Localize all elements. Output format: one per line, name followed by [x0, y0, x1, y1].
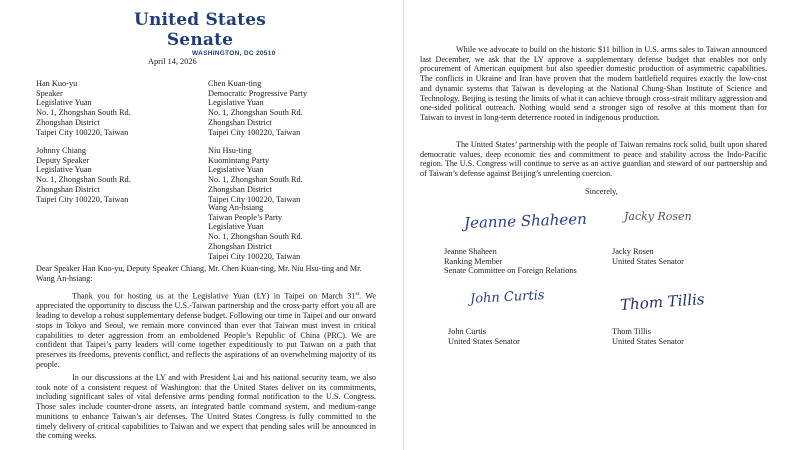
body-paragraph: While we advocate to build on the historic $11 billion in U.S. arms sales to Taiwan announced last December, we ask that the LY approve a supplementary defense budget that enables not only procurement of American equipment but also speedier domestic production of asymmetric capabilities. The conflicts in Ukraine and Iran have proven that the modern battlefield requires exactly the low-cost and dynamic systems that Taiwan is developing at the National Chung-Shan Institute of Science and Technology. Beijing is testing the limits of what it can achieve through cross-strait military aggression and one-sided political outreach. Nothing would send a stronger sign of resolve at this moment than for Taiwan to invest in long-term deterrence rooted in indigenous production.	[420, 45, 767, 122]
body-paragraph: The United States’ partnership with the people of Taiwan remains rock solid, built upon shared democratic values, deep economic ties and commitment to peace and stability across the Indo-Pacific region. The U.S. Congress will continue to serve as an active guardian and steward of our partnership and of Taiwan’s defense against Beijing’s unrelenting coercion.	[420, 140, 767, 179]
address-line: No. 1, Zhongshan South Rd.	[36, 108, 131, 118]
address-line: No. 1, Zhongshan South Rd.	[208, 232, 303, 242]
address-line: Deputy Speaker	[36, 155, 90, 165]
address-line: No. 1, Zhongshan South Rd.	[208, 175, 303, 185]
signature-block	[444, 247, 577, 276]
address-line: Taipei City 100220, Taiwan	[208, 251, 301, 261]
address-line: Zhongshan District	[208, 241, 272, 251]
address-line: Wang An-hsiang	[208, 203, 264, 212]
signer-title: Ranking Member	[444, 256, 503, 266]
address-line: Niu Hsu-ting	[208, 146, 252, 155]
ordinal-suffix: st	[355, 291, 360, 297]
recipient-address	[36, 79, 131, 137]
recipient-address	[208, 203, 303, 261]
signer-name: John Curtis	[448, 327, 487, 336]
signer-name: Thom Tillis	[612, 327, 651, 336]
address-line: Legislative Yuan	[36, 165, 92, 175]
page-divider	[403, 0, 404, 450]
address-line: Johnny Chiang	[36, 146, 87, 155]
address-line: Taipei City 100220, Taiwan	[36, 194, 129, 204]
address-line: Zhongshan District	[36, 184, 100, 194]
address-line: Kuomintang Party	[208, 155, 270, 165]
signature-block	[612, 327, 684, 346]
letter-date: April 14, 2026	[148, 57, 197, 66]
handwritten-signature: Jacky Rosen	[624, 210, 692, 223]
address-line: Zhongshan District	[208, 117, 272, 127]
address-line: No. 1, Zhongshan South Rd.	[36, 175, 131, 185]
address-line: Han Kuo-yu	[36, 79, 78, 88]
address-line: Speaker	[36, 88, 63, 98]
paragraph-text: . We appreciated the opportunity to discuss the U.S.-Taiwan partnership and the cross-party effort you all are leading to develop a robust supplementary defense budget. Following our time in Taipei and our onward stops in Tokyo and Seoul, we remain more convinced than ever that Taiwan must invest in critical capabilities to deter aggression from an emboldened People’s Republic of China (PRC). We are confident that Taipei’s party leaders will come together expeditiously to put Taiwan on a path that preserves its freedoms, prevents conflict, and reflects the aspirations of an overwhelming majority of its people.	[36, 291, 377, 369]
handwritten-signature: John Curtis	[469, 288, 545, 307]
handwritten-signature: Thom Tillis	[619, 290, 706, 314]
closing: Sincerely,	[585, 187, 618, 196]
salutation: Dear Speaker Han Kuo-yu, Deputy Speaker Chiang, Mr. Chen Kuan-ting, Mr. Niu Hsu-ting and Mr. Wang An-hsiang:	[36, 264, 362, 283]
recipient-address	[36, 146, 131, 204]
address-line: Taipei City 100220, Taiwan	[208, 194, 301, 204]
address-line: Legislative Yuan	[36, 98, 92, 108]
address-line: Chen Kuan-ting	[208, 79, 262, 88]
body-paragraph: In our discussions at the LY and with President Lai and his national security team, we also took note of a consistent request of Washington: that the United States deliver on its commitments, including significant sales of vital defensive arms pending formal notification to the U.S. Congress. Those sales include counter-drone assets, an integrated battle command system, and medium-range munitions to enhance Taiwan’s air defenses. The United States Congress is fully committed to the timely delivery of critical capabilities to Taiwan and we expect that pending sales will be announced in the coming weeks.	[36, 373, 376, 441]
signer-title: United States Senator	[612, 336, 684, 346]
letterhead	[100, 10, 300, 57]
address-line: Legislative Yuan	[208, 222, 264, 232]
address-line: Democratic Progressive Party	[208, 88, 308, 98]
letterhead-subtitle: WASHINGTON, DC 20510	[192, 50, 276, 57]
body-paragraph	[36, 290, 376, 369]
signer-name: Jeanne Shaheen	[444, 247, 497, 256]
recipient-address	[208, 79, 307, 137]
signature-block	[448, 327, 520, 346]
signer-title: United States Senator	[612, 256, 684, 266]
address-line: Zhongshan District	[36, 117, 100, 127]
address-line: Zhongshan District	[208, 184, 272, 194]
signer-name: Jacky Rosen	[612, 247, 654, 256]
paragraph-text: Thank you for hosting us at the Legislative Yuan (LY) in Taipei on March 31	[72, 291, 356, 301]
letterhead-title: United States Senate	[133, 10, 267, 50]
recipient-address	[208, 146, 303, 204]
address-line: Legislative Yuan	[208, 165, 264, 175]
address-line: Taipei City 100220, Taiwan	[36, 127, 129, 137]
address-line: No. 1, Zhongshan South Rd.	[208, 108, 303, 118]
address-line: Taipei City 100220, Taiwan	[208, 127, 301, 137]
handwritten-signature: Jeanne Shaheen	[463, 209, 588, 233]
address-line: Legislative Yuan	[208, 98, 264, 108]
signature-block	[612, 247, 684, 266]
signer-title: United States Senator	[448, 336, 520, 346]
address-line: Taiwan People’s Party	[208, 212, 283, 222]
signer-title: Senate Committee on Foreign Relations	[444, 266, 577, 276]
